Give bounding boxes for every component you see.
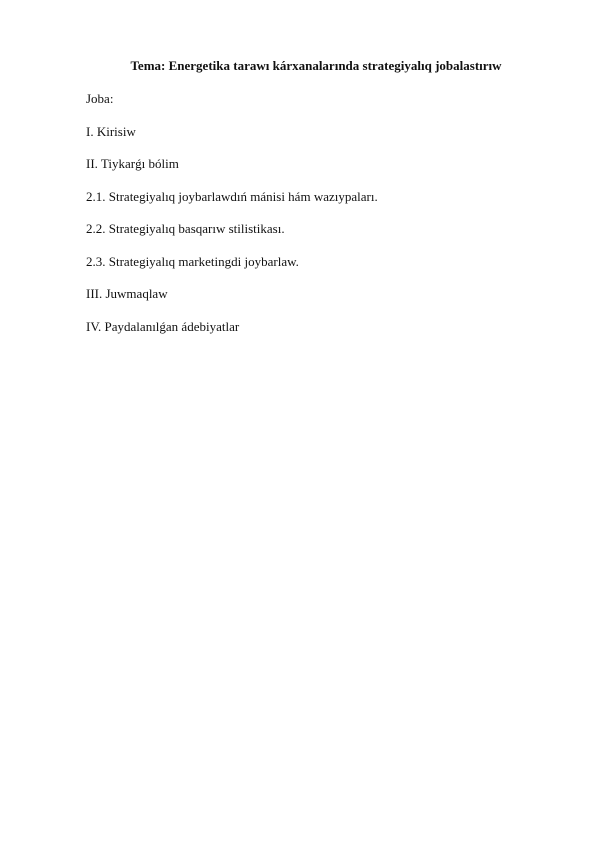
outline-item-references: IV. Paydalanılǵan ádebiyatlar — [86, 318, 240, 334]
outline-heading: Joba: — [86, 91, 114, 106]
outline-item-main-part: II. Tiykarǵı bólim — [86, 156, 179, 171]
outline-item-conclusion: III. Juwmaqlaw — [86, 286, 168, 301]
outline-item-2-1: 2.1. Strategiyalıq joybarlawdıń mánisi hám wazıypaları. — [86, 188, 378, 204]
outline-item-2-2: 2.2. Strategiyalıq basqarıw stilistikası. — [86, 221, 285, 236]
outline-list — [86, 91, 378, 351]
outline-item-introduction: I. Kirisiw — [86, 123, 136, 139]
document-title: Tema: Energetika tarawı kárxanalarında strategiyalıq jobalastırıw — [130, 58, 502, 73]
outline-item-2-3: 2.3. Strategiyalıq marketingdi joybarlaw. — [86, 253, 299, 269]
